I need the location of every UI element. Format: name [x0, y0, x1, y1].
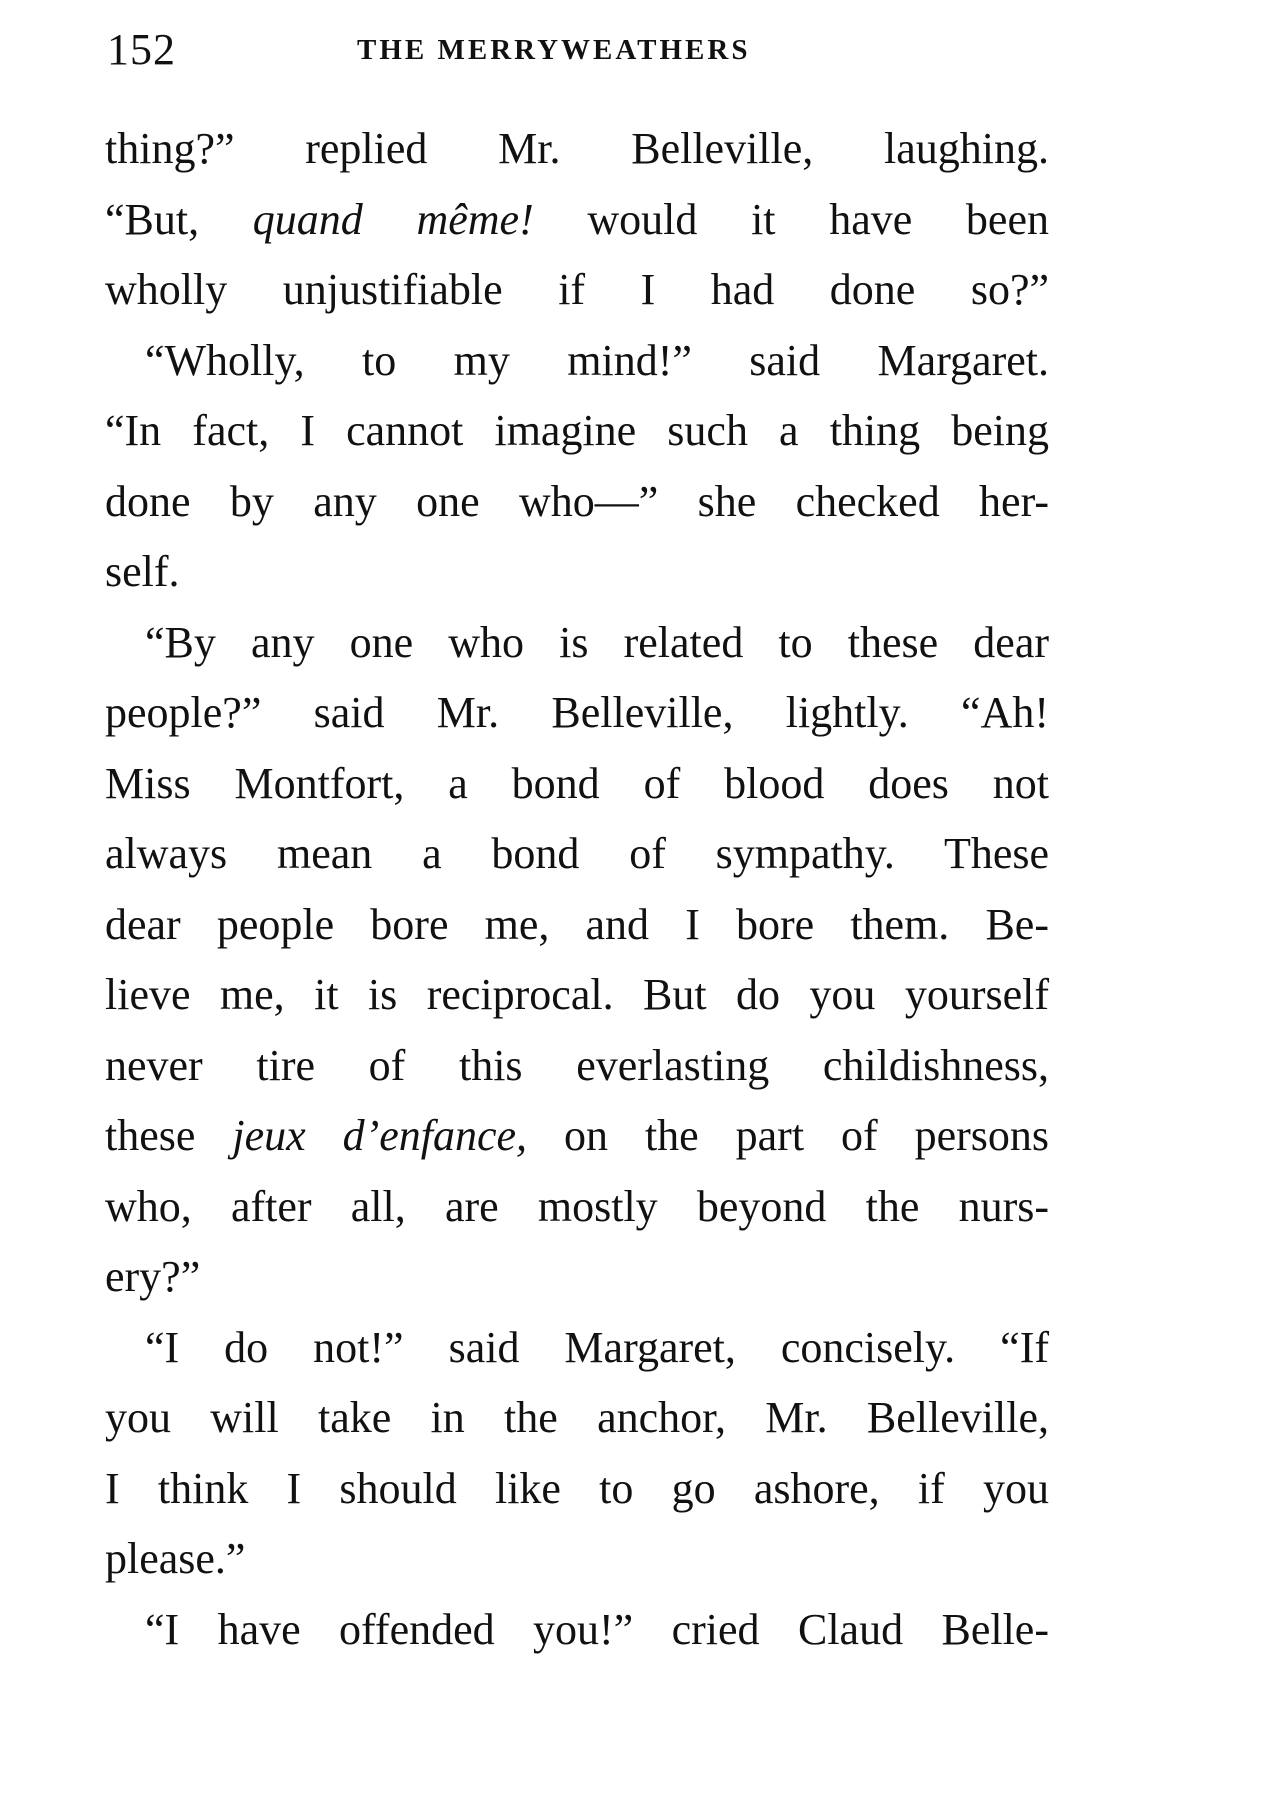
- text-line: [105, 185, 1049, 256]
- text-line: lieve me, it is reciprocal. But do you yourself: [105, 970, 1049, 1019]
- text-run: “But,: [105, 194, 253, 244]
- text-line: people?” said Mr. Belleville, lightly. “Ah!: [105, 688, 1049, 737]
- text-run: these: [105, 1111, 233, 1160]
- text-line: [105, 1101, 1049, 1172]
- text-line: Miss Montfort, a bond of blood does not: [105, 758, 1049, 808]
- text-line: thing?” replied Mr. Belleville, laughing.: [105, 124, 1049, 173]
- running-head: THE MERRYWEATHERS: [357, 34, 751, 66]
- text-line: done by any one who—” she checked her-: [105, 476, 1049, 526]
- text-line: “I have offended you!” cried Claud Belle-: [145, 1604, 1049, 1654]
- italic-phrase: jeux d’enfance,: [232, 1111, 528, 1160]
- text-line: always mean a bond of sympathy. These: [105, 829, 1049, 878]
- text-line: self.: [105, 547, 180, 596]
- text-line: dear people bore me, and I bore them. Be-: [105, 899, 1049, 949]
- text-line: “By any one who is related to these dear: [145, 617, 1049, 667]
- text-line: “Wholly, to my mind!” said Margaret.: [145, 335, 1049, 385]
- page-number: 152: [107, 25, 176, 74]
- text-run: on the part of persons: [527, 1111, 1050, 1160]
- text-line: ery?”: [105, 1252, 201, 1301]
- text-line: please.”: [105, 1534, 246, 1583]
- text-line: wholly unjustifiable if I had done so?”: [105, 265, 1049, 314]
- text-line: who, after all, are mostly beyond the nurs-: [105, 1181, 1049, 1231]
- text-line: “I do not!” said Margaret, concisely. “If: [145, 1322, 1049, 1372]
- text-run: would it have been: [533, 194, 1049, 244]
- body-text: [105, 114, 1049, 1665]
- italic-phrase: quand même!: [252, 194, 534, 244]
- text-line: I think I should like to go ashore, if you: [105, 1463, 1049, 1513]
- text-line: never tire of this everlasting childishness,: [105, 1040, 1049, 1090]
- text-line: “In fact, I cannot imagine such a thing being: [105, 406, 1049, 455]
- text-line: you will take in the anchor, Mr. Belleville,: [105, 1393, 1049, 1442]
